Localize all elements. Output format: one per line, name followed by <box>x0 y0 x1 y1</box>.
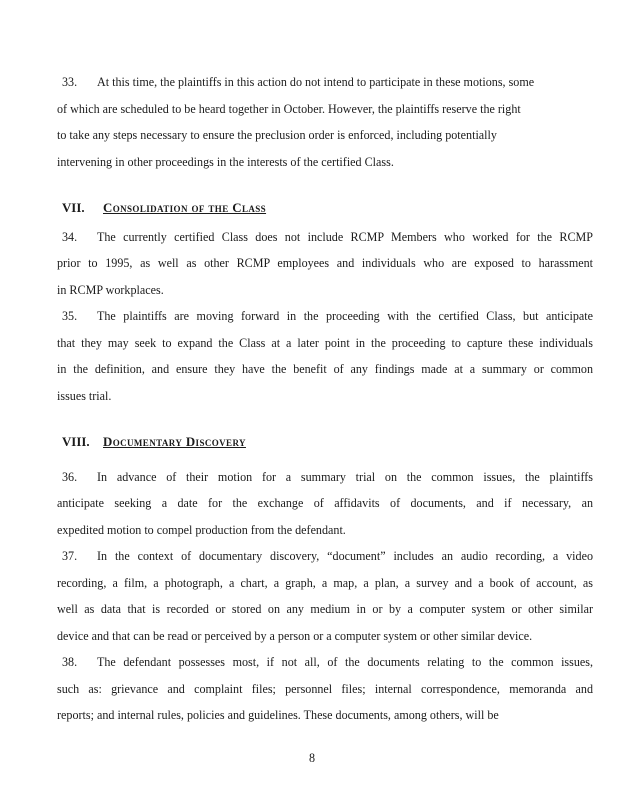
paragraph-line: issues trial. <box>57 388 112 403</box>
paragraph-line: well as data that is recorded or stored on any medium in or by a computer system or other similar <box>57 602 593 616</box>
paragraph-number: 34. <box>62 229 78 244</box>
paragraph-line: that they may seek to expand the Class at a later point in the proceeding to capture these individuals <box>57 335 593 350</box>
paragraph-text: The plaintiffs are moving forward in the proceeding with the certified Class, but anticipate <box>97 309 593 323</box>
paragraph-33 <box>57 69 593 175</box>
paragraph-line: intervening in other proceedings in the interests of the certified Class. <box>57 154 394 169</box>
paragraph-line: in RCMP workplaces. <box>57 282 164 297</box>
paragraph-line <box>57 224 593 251</box>
paragraph-34 <box>57 224 593 304</box>
paragraph-line <box>57 69 593 96</box>
paragraph-line <box>57 543 593 570</box>
paragraph-number: 37. <box>62 549 78 563</box>
paragraph-line: expedited motion to compel production from the defendant. <box>57 522 346 537</box>
heading-title: Consolidation of the Class <box>103 201 267 215</box>
paragraph-line: anticipate seeking a date for the exchange of affidavits of documents, and if necessary, an <box>57 496 593 510</box>
paragraph-line: such as: grievance and complaint files; personnel files; internal correspondence, memoranda and <box>57 681 593 696</box>
paragraph-38 <box>57 649 593 729</box>
paragraph-line <box>57 464 593 491</box>
paragraph-line <box>57 303 593 330</box>
paragraph-line <box>57 649 593 676</box>
paragraph-text: At this time, the plaintiffs in this action do not intend to participate in these motions, some <box>97 75 535 89</box>
paragraph-36 <box>57 464 593 544</box>
paragraph-number: 35. <box>62 309 78 323</box>
page-number: 8 <box>308 751 316 765</box>
heading-number: VIII. <box>62 435 90 449</box>
heading-title: Documentary Discovery <box>103 435 246 449</box>
paragraph-text: In advance of their motion for a summary trial on the common issues, the plaintiffs <box>97 469 593 484</box>
paragraph-line: prior to 1995, as well as other RCMP employees and individuals who are exposed to harassment <box>57 256 593 270</box>
heading-number: VII. <box>62 201 85 215</box>
paragraph-line: reports; and internal rules, policies and guidelines. These documents, among others, will be <box>57 708 499 722</box>
paragraph-line: device and that can be read or perceived by a person or a computer system or other similar device. <box>57 628 533 643</box>
paragraph-number: 33. <box>62 75 78 89</box>
section-heading-vii <box>57 195 593 222</box>
paragraph-text: In the context of documentary discovery, “document” includes an audio recording, a video <box>97 549 593 563</box>
paragraph-number: 36. <box>62 469 78 484</box>
document-body <box>57 69 593 729</box>
paragraph-number: 38. <box>62 655 78 669</box>
paragraph-line: in the definition, and ensure they have the benefit of any findings made at a summary or common <box>57 362 593 376</box>
paragraph-37 <box>57 543 593 649</box>
paragraph-line: to take any steps necessary to ensure the preclusion order is enforced, including potentially <box>57 128 497 142</box>
paragraph-line: recording, a film, a photograph, a chart, a graph, a map, a plan, a survey and a book of account, as <box>57 575 593 590</box>
section-heading-viii <box>57 429 593 456</box>
paragraph-text: The defendant possesses most, if not all, of the documents relating to the common issues, <box>97 655 593 669</box>
paragraph-line: of which are scheduled to be heard together in October. However, the plaintiffs reserve the right <box>57 101 521 116</box>
paragraph-text: The currently certified Class does not include RCMP Members who worked for the RCMP <box>97 229 593 244</box>
paragraph-35 <box>57 303 593 409</box>
